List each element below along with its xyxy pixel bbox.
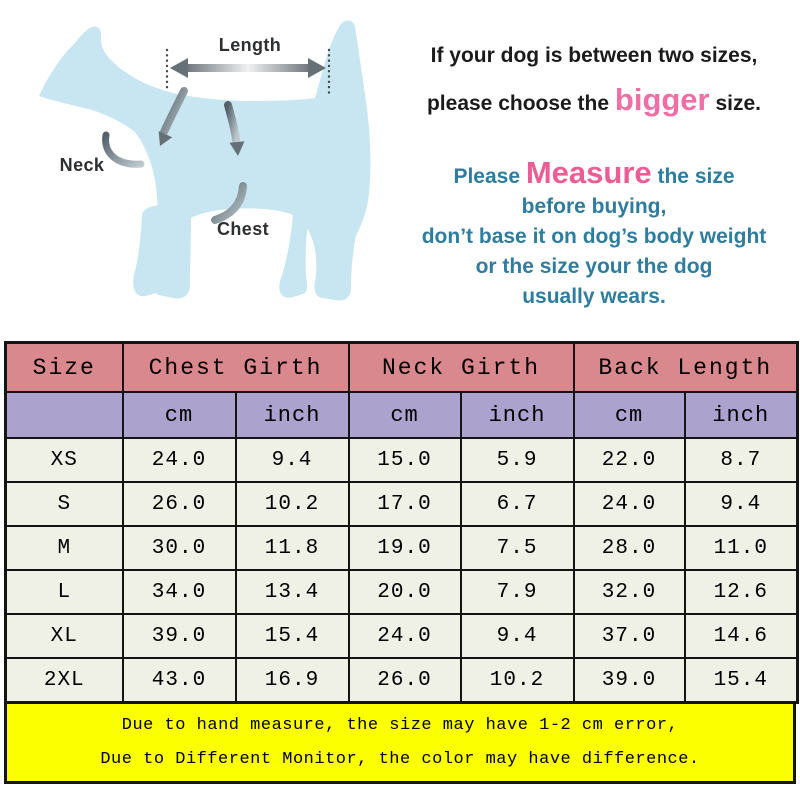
- value-cell: 14.6: [685, 614, 798, 658]
- value-cell: 15.0: [349, 438, 461, 482]
- unit-header-cm: cm: [123, 392, 236, 438]
- col-header-size: Size: [6, 343, 123, 393]
- value-cell: 24.0: [349, 614, 461, 658]
- unit-header-inch: inch: [236, 392, 349, 438]
- size-chart: [4, 341, 796, 784]
- measure-line-4: or the size your the dog: [475, 255, 713, 278]
- header-row-groups: [6, 343, 798, 393]
- measure-highlight: Measure: [525, 155, 652, 190]
- table-row-xs: [6, 438, 798, 482]
- value-cell: 6.7: [461, 482, 574, 526]
- measure-line-5: usually wears.: [522, 285, 666, 308]
- value-cell: 11.8: [236, 526, 349, 570]
- note-line-2: Due to Different Monitor, the color may have difference.: [100, 750, 700, 770]
- value-cell: 9.4: [236, 438, 349, 482]
- size-cell: S: [6, 482, 123, 526]
- measure-advice: [388, 155, 800, 312]
- header-row-units: [6, 392, 798, 438]
- value-cell: 39.0: [574, 658, 685, 703]
- value-cell: 26.0: [123, 482, 236, 526]
- value-cell: 19.0: [349, 526, 461, 570]
- table-row-2xl: [6, 658, 798, 703]
- unit-header-cm: cm: [349, 392, 461, 438]
- value-cell: 32.0: [574, 570, 685, 614]
- value-cell: 11.0: [685, 526, 798, 570]
- table-row-l: [6, 570, 798, 614]
- value-cell: 24.0: [123, 438, 236, 482]
- value-cell: 22.0: [574, 438, 685, 482]
- size-chart-table: [4, 341, 799, 704]
- chest-label: Chest: [216, 219, 269, 239]
- value-cell: 9.4: [461, 614, 574, 658]
- table-row-m: [6, 526, 798, 570]
- value-cell: 12.6: [685, 570, 798, 614]
- value-cell: 34.0: [123, 570, 236, 614]
- length-arrowhead-left-icon: [170, 58, 188, 78]
- size-cell: 2XL: [6, 658, 123, 703]
- value-cell: 43.0: [123, 658, 236, 703]
- advice-line-2: [388, 82, 800, 118]
- table-row-xl: [6, 614, 798, 658]
- value-cell: 20.0: [349, 570, 461, 614]
- notes-banner: [4, 704, 796, 784]
- value-cell: 10.2: [461, 658, 574, 703]
- length-label: Length: [218, 35, 282, 55]
- value-cell: 17.0: [349, 482, 461, 526]
- value-cell: 7.5: [461, 526, 574, 570]
- value-cell: 5.9: [461, 438, 574, 482]
- size-cell: XL: [6, 614, 123, 658]
- value-cell: 15.4: [685, 658, 798, 703]
- unit-header-inch: inch: [461, 392, 574, 438]
- unit-header-cm: cm: [574, 392, 685, 438]
- col-header-neck-girth: Neck Girth: [349, 343, 574, 393]
- col-header-back-length: Back Length: [574, 343, 798, 393]
- table-row-s: [6, 482, 798, 526]
- advice-line-1: If your dog is between two sizes,: [430, 44, 758, 67]
- measure-post: the size: [651, 165, 735, 188]
- value-cell: 13.4: [236, 570, 349, 614]
- note-line-1: Due to hand measure, the size may have 1-2 cm error,: [121, 715, 679, 735]
- value-cell: 26.0: [349, 658, 461, 703]
- dog-measurement-diagram: [0, 0, 400, 325]
- value-cell: 37.0: [574, 614, 685, 658]
- advice-line-2-post: size.: [709, 92, 761, 115]
- value-cell: 28.0: [574, 526, 685, 570]
- size-cell: XS: [6, 438, 123, 482]
- value-cell: 9.4: [685, 482, 798, 526]
- advice-line-2-pre: please choose the: [426, 92, 615, 115]
- measure-pre: Please: [453, 165, 526, 188]
- sizing-advice: [388, 44, 800, 312]
- value-cell: 7.9: [461, 570, 574, 614]
- neck-label: Neck: [59, 155, 105, 175]
- value-cell: 39.0: [123, 614, 236, 658]
- unit-header-inch: inch: [685, 392, 798, 438]
- bigger-highlight: bigger: [614, 82, 710, 117]
- unit-header-blank: [6, 392, 123, 438]
- length-arrow-bar: [186, 64, 310, 72]
- size-cell: L: [6, 570, 123, 614]
- col-header-chest-girth: Chest Girth: [123, 343, 349, 393]
- measure-line-1: [388, 155, 800, 192]
- measure-line-3: don’t base it on dog’s body weight: [421, 225, 767, 248]
- value-cell: 16.9: [236, 658, 349, 703]
- value-cell: 15.4: [236, 614, 349, 658]
- value-cell: 10.2: [236, 482, 349, 526]
- size-cell: M: [6, 526, 123, 570]
- value-cell: 8.7: [685, 438, 798, 482]
- value-cell: 30.0: [123, 526, 236, 570]
- measure-line-2: before buying,: [521, 195, 667, 218]
- value-cell: 24.0: [574, 482, 685, 526]
